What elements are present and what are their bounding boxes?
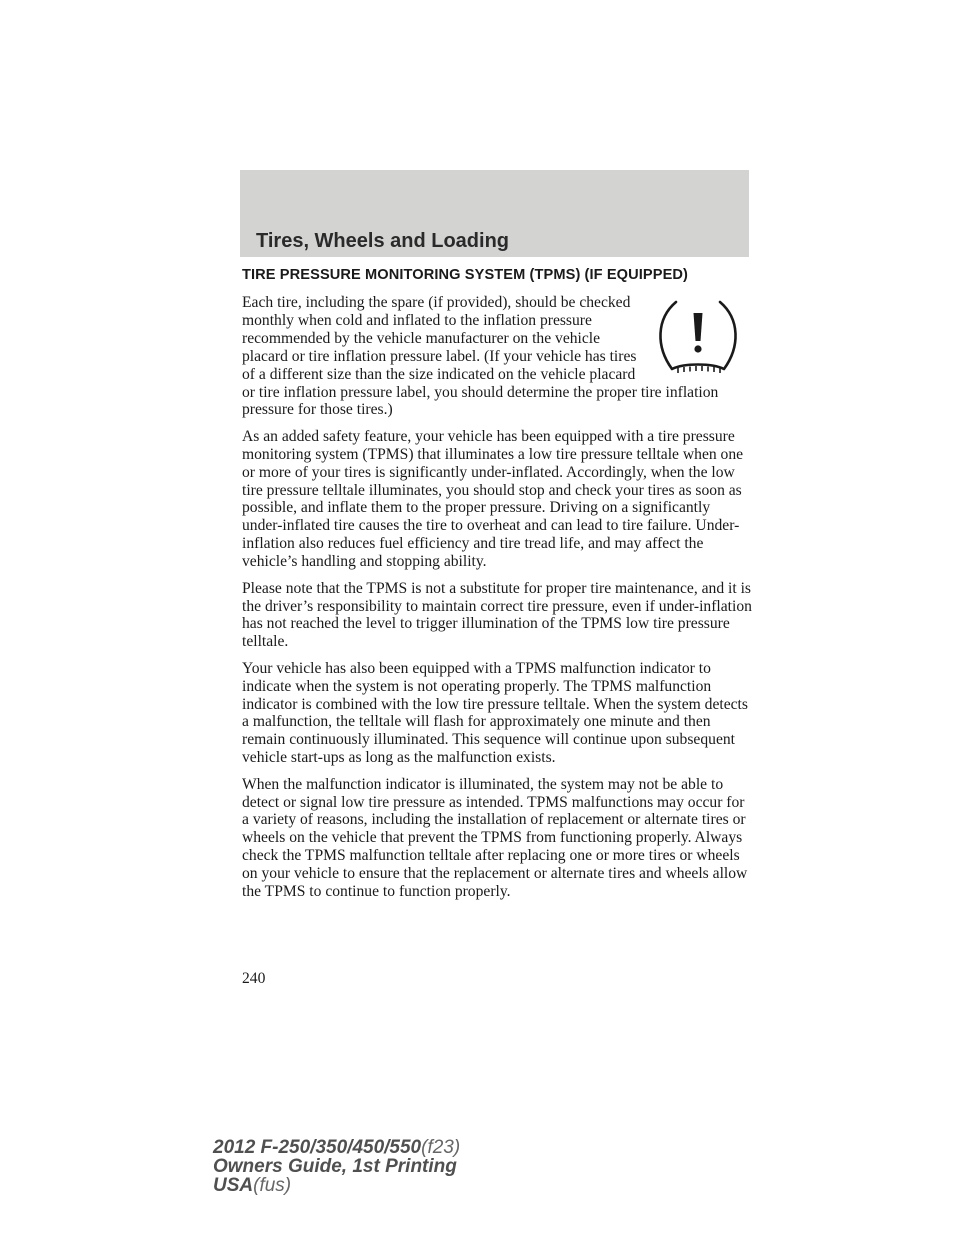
footer-model-line <box>213 1138 460 1157</box>
footer-region-line <box>213 1176 460 1195</box>
tpms-heading: TIRE PRESSURE MONITORING SYSTEM (TPMS) (IF EQUIPPED) <box>242 267 689 283</box>
page-number: 240 <box>242 970 266 987</box>
document-footer <box>213 1138 460 1195</box>
paragraph-3: Please note that the TPMS is not a substitute for proper tire maintenance, and it is the driver’s responsibility to maintain correct tire pressure, even if under-inflation has not reached the level to trigger illumination of the TPMS low tire pressure telltale. <box>242 579 752 651</box>
section-title: Tires, Wheels and Loading <box>256 230 510 252</box>
page-content <box>242 266 752 901</box>
paragraph-1-text: Each tire, including the spare (if provided), should be checked monthly when cold and inflated to the inflation pressure recommended by the vehicle manufacturer on the vehicle placard or tire inflation pressure label. (If your vehicle has tires of a different size than the size indicated on the vehicle placard or tire inflation pressure label, you should determine the proper tire inflation pressure for those tires.) <box>242 294 719 419</box>
paragraph-4: Your vehicle has also been equipped with a TPMS malfunction indicator to indicate when the system is not operating properly. The TPMS malfunction indicator is combined with the low tire pressure telltale. When the system detects a malfunction, the telltale will flash for approximately one minute and then remain continuously illuminated. This sequence will continue upon subsequent vehicle start-ups as long as the malfunction exists. <box>242 659 748 767</box>
footer-model-code: (f23) <box>421 1137 461 1158</box>
paragraph-2: As an added safety feature, your vehicle has been equipped with a tire pressure monitoring system (TPMS) that illuminates a low tire pressure telltale when one or more of your tires is significantly under-inflated. Accordingly, when the low tire pressure telltale illuminates, you should stop and check your tires as soon as possible, and inflate them to the proper pressure. Driving on a significantly under-inflated tire causes the tire to overheat and can lead to tire failure. Under-inflation also reduces fuel efficiency and tire tread life, and may affect the vehicle’s handling and stopping ability. <box>242 427 744 571</box>
footer-model: 2012 F-250/350/450/550 <box>213 1137 422 1158</box>
paragraph-5: When the malfunction indicator is illuminated, the system may not be able to detect or signal low tire pressure as intended. TPMS malfunctions may occur for a variety of reasons, including the installation of replacement or alternate tires or wheels on the vehicle that prevent the TPMS from functioning properly. Always check the TPMS malfunction telltale after replacing one or more tires or wheels on your vehicle to ensure that the replacement or alternate tires and wheels allow the TPMS to continue to function properly. <box>242 775 748 901</box>
tire-pressure-warning-icon <box>650 297 746 375</box>
paragraph-1 <box>242 294 752 419</box>
footer-region: USA <box>213 1175 254 1196</box>
footer-guide: Owners Guide, 1st Printing <box>213 1156 457 1177</box>
footer-region-code: (fus) <box>253 1175 292 1196</box>
